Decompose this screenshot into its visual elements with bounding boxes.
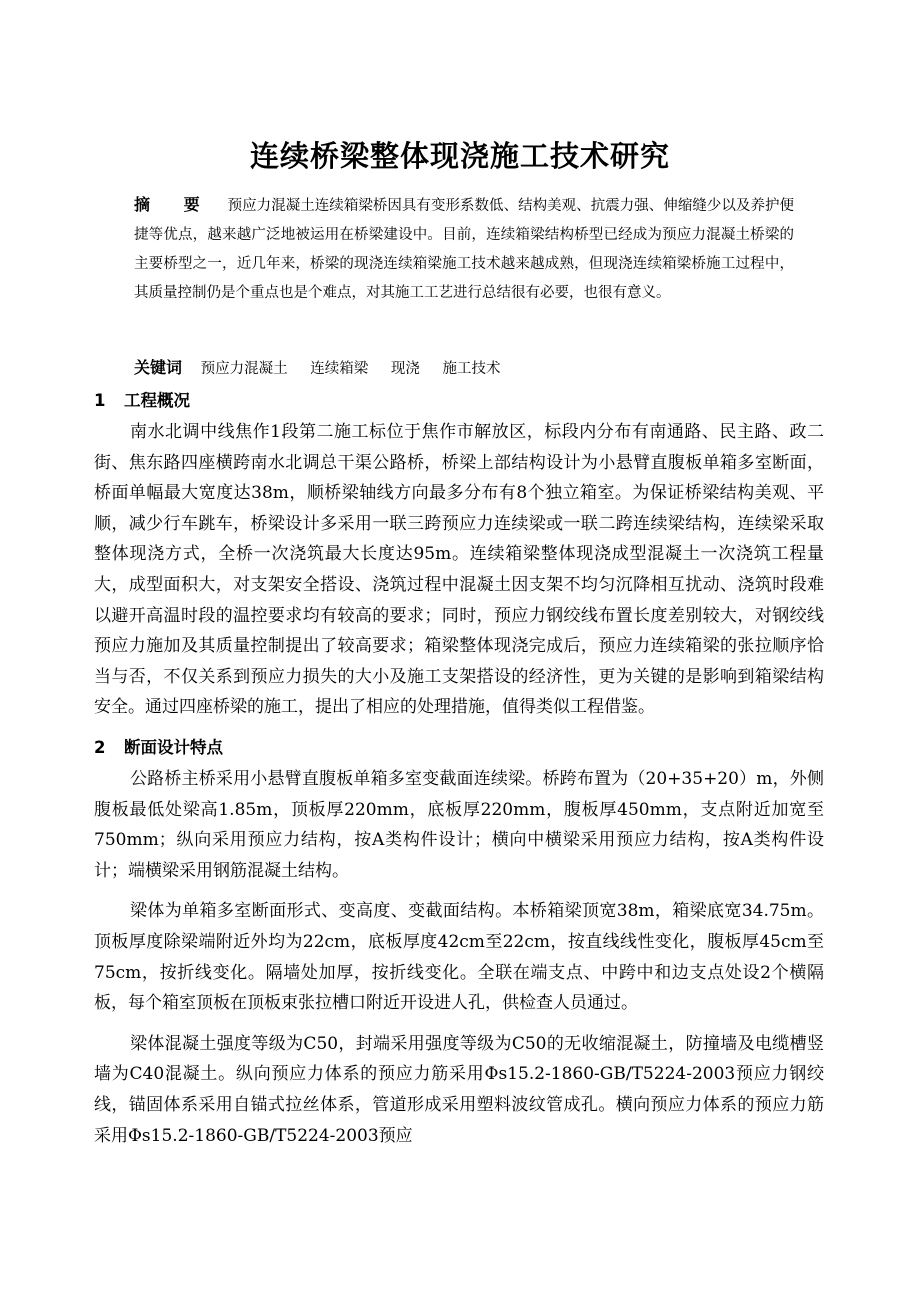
keywords-label: 关键词 (134, 358, 183, 377)
keyword: 连续箱梁 (310, 361, 369, 377)
section-number: 1 (94, 391, 106, 410)
section-2 (94, 732, 824, 1151)
abstract-text: 预应力混凝土连续箱梁桥因具有变形系数低、结构美观、抗震力强、伸缩缝少以及养护便捷等优点，越来越广泛地被运用在桥梁建设中。目前，连续箱梁结构桥型已经成为预应力混凝土桥梁的主要桥型之一，近几年来，桥梁的现浇连续箱梁施工技术越来越成熟，但现浇连续箱梁桥施工过程中，其质量控制仍是个重点也是个难点，对其施工工艺进行总结很有必要，也很有意义。 (134, 198, 794, 301)
body-paragraph: 梁体为单箱多室断面形式、变高度、变截面结构。本桥箱梁顶宽38m，箱梁底宽34.75m。顶板厚度除梁端附近外均为22cm，底板厚度42cm至22cm，按直线线性变化，腹板厚45cm至75cm，按折线变化。隔墙处加厚，按折线变化。全联在端支点、中跨中和边支点处设2个横隔板，每个箱室顶板在顶板束张拉槽口附近开设进人孔，供检查人员通过。 (94, 901, 824, 1014)
section-title: 断面设计特点 (124, 738, 223, 757)
body-paragraph: 梁体混凝土强度等级为C50，封端采用强度等级为C50的无收缩混凝土，防撞墙及电缆槽竖墙为C40混凝土。纵向预应力体系的预应力筋采用Φs15.2-1860-GB/T5224-2003预应力钢绞线，锚固体系采用自锚式拉丝体系，管道形成采用塑料波纹管成孔。横向预应力体系的预应力筋采用Φs15.2-1860-GB/T5224-2003预应 (94, 1033, 824, 1146)
section-number: 2 (94, 738, 106, 757)
keyword: 现浇 (390, 361, 420, 377)
keywords-block (134, 353, 794, 384)
paper-title: 连续桥梁整体现浇施工技术研究 (249, 139, 670, 173)
body-paragraph: 南水北调中线焦作1段第二施工标位于焦作市解放区，标段内分布有南通路、民主路、政二街、焦东路四座横跨南水北调总干渠公路桥，桥梁上部结构设计为小悬臂直腹板单箱多室断面，桥面单幅最大宽度达38m，顺桥梁轴线方向最多分布有8个独立箱室。为保证桥梁结构美观、平顺，减少行车跳车，桥梁设计多采用一联三跨预应力连续梁或一联二跨连续梁结构，连续梁采取整体现浇方式，全桥一次浇筑最大长度达95m。连续箱梁整体现浇成型混凝土一次浇筑工程量大，成型面积大，对支架安全搭设、浇筑过程中混凝土因支架不均匀沉降相互扰动、浇筑时段难以避开高温时段的温控要求均有较高的要求；同时，预应力钢绞线布置长度差别较大，对钢绞线预应力施加及其质量控制提出了较高要求；箱梁整体现浇完成后，预应力连续箱梁的张拉顺序恰当与否，不仅关系到预应力损失的大小及施工支架搭设的经济性，更为关键的是影响到箱梁结构安全。通过四座桥梁的施工，提出了相应的处理措施，值得类似工程借鉴。 (94, 422, 824, 718)
body-paragraph: 公路桥主桥采用小悬臂直腹板单箱多室变截面连续梁。桥跨布置为（20+35+20）m，外侧腹板最低处梁高1.85m，顶板厚220mm，底板厚220mm，腹板厚450mm，支点附近加宽至750mm；纵向采用预应力结构，按A类构件设计；横向中横梁采用预应力结构，按A类构件设计；端横梁采用钢筋混凝土结构。 (94, 769, 824, 881)
keyword: 预应力混凝土 (200, 361, 288, 377)
section-heading (94, 732, 824, 764)
section-title: 工程概况 (124, 391, 190, 410)
abstract-block (134, 190, 794, 308)
section-heading (94, 385, 824, 417)
abstract-label: 摘 要 (134, 195, 214, 214)
section-1 (94, 385, 824, 723)
keyword: 施工技术 (442, 361, 501, 377)
